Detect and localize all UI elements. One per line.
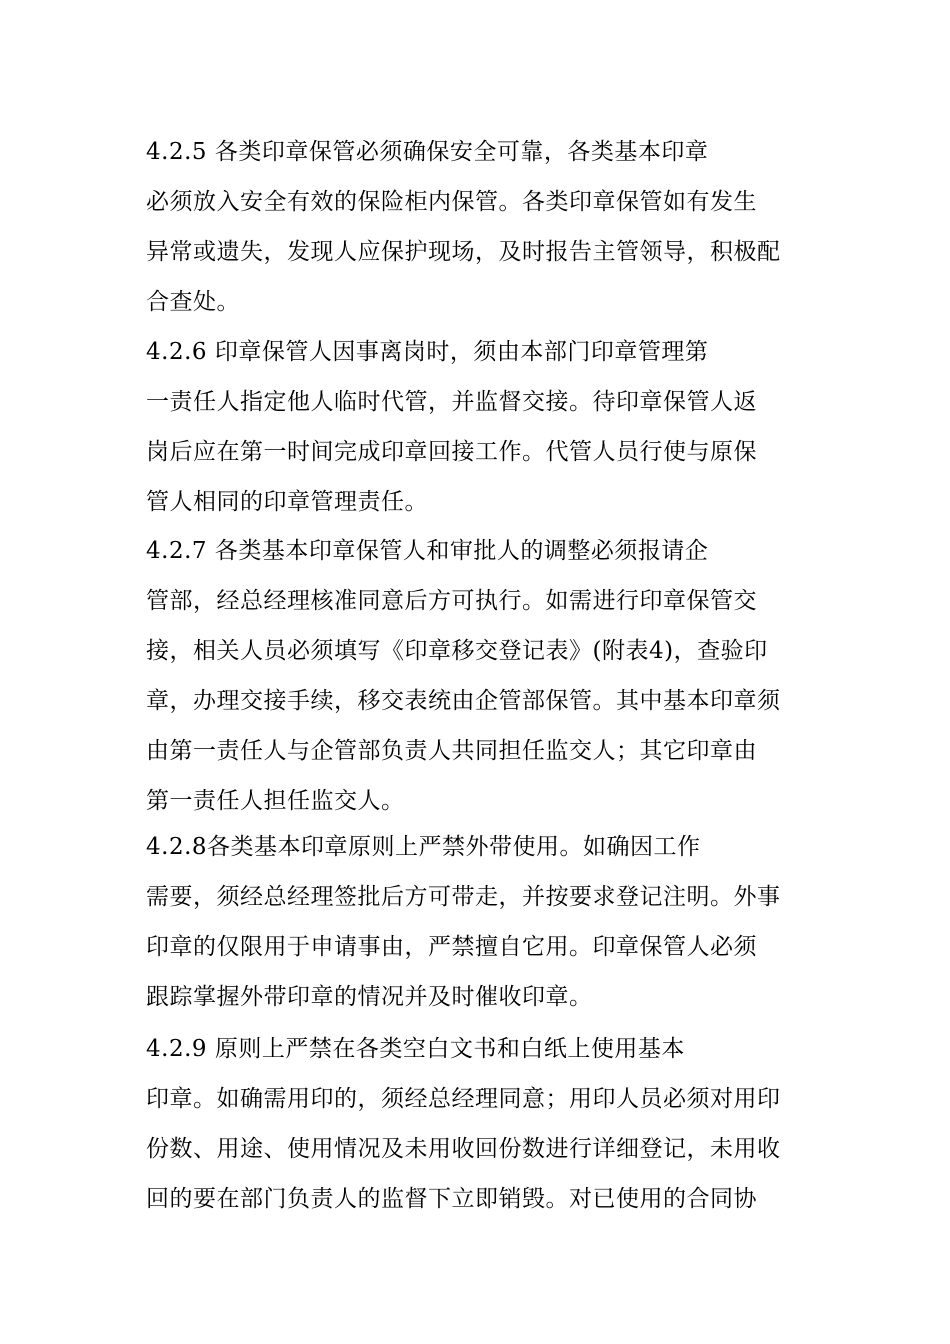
- text-line: 异常或遗失，发现人应保护现场，及时报告主管领导，积极配: [146, 239, 781, 265]
- text-line: 跟踪掌握外带印章的情况并及时催收印章。: [146, 984, 593, 1010]
- text-line: 4.2.8各类基本印章原则上严禁外带使用。如确因工作: [146, 834, 701, 860]
- text-line: 一责任人指定他人临时代管，并监督交接。待印章保管人返: [146, 389, 757, 415]
- text-line: 印章的仅限用于申请事由，严禁擅自它用。印章保管人必须: [146, 934, 757, 960]
- text-line: 回的要在部门负责人的监督下立即销毁。对已使用的合同协: [146, 1186, 757, 1212]
- text-line: 由第一责任人与企管部负责人共同担任监交人；其它印章由: [146, 738, 757, 764]
- paragraph-4-2-8: [146, 822, 816, 1022]
- text-line: 岗后应在第一时间完成印章回接工作。代管人员行使与原保: [146, 439, 757, 465]
- text-line: 4.2.5 各类印章保管必须确保安全可靠，各类基本印章: [146, 139, 709, 165]
- text-line: 需要，须经总经理签批后方可带走，并按要求登记注明。外事: [146, 884, 781, 910]
- text-line: 第一责任人担任监交人。: [146, 788, 405, 814]
- text-line: 必须放入安全有效的保险柜内保管。各类印章保管如有发生: [146, 189, 757, 215]
- paragraph-4-2-5: [146, 127, 816, 327]
- text-line: 4.2.6 印章保管人因事离岗时，须由本部门印章管理第: [146, 339, 709, 365]
- text-line: 管人相同的印章管理责任。: [146, 489, 428, 515]
- text-line: 份数、用途、使用情况及未用收回份数进行详细登记，未用收: [146, 1136, 781, 1162]
- text-line: 印章。如确需用印的，须经总经理同意；用印人员必须对用印: [146, 1086, 781, 1112]
- text-line: 章，办理交接手续，移交表统由企管部保管。其中基本印章须: [146, 688, 781, 714]
- text-line: 4.2.9 原则上严禁在各类空白文书和白纸上使用基本: [146, 1036, 685, 1062]
- paragraph-4-2-6: [146, 327, 816, 527]
- text-line: 接，相关人员必须填写《印章移交登记表》(附表4)，查验印: [146, 638, 768, 664]
- paragraph-4-2-7: [146, 526, 816, 826]
- text-line: 4.2.7 各类基本印章保管人和审批人的调整必须报请企: [146, 538, 709, 564]
- text-line: 管部，经总经理核准同意后方可执行。如需进行印章保管交: [146, 588, 757, 614]
- paragraph-4-2-9: [146, 1024, 816, 1224]
- text-line: 合查处。: [146, 289, 240, 315]
